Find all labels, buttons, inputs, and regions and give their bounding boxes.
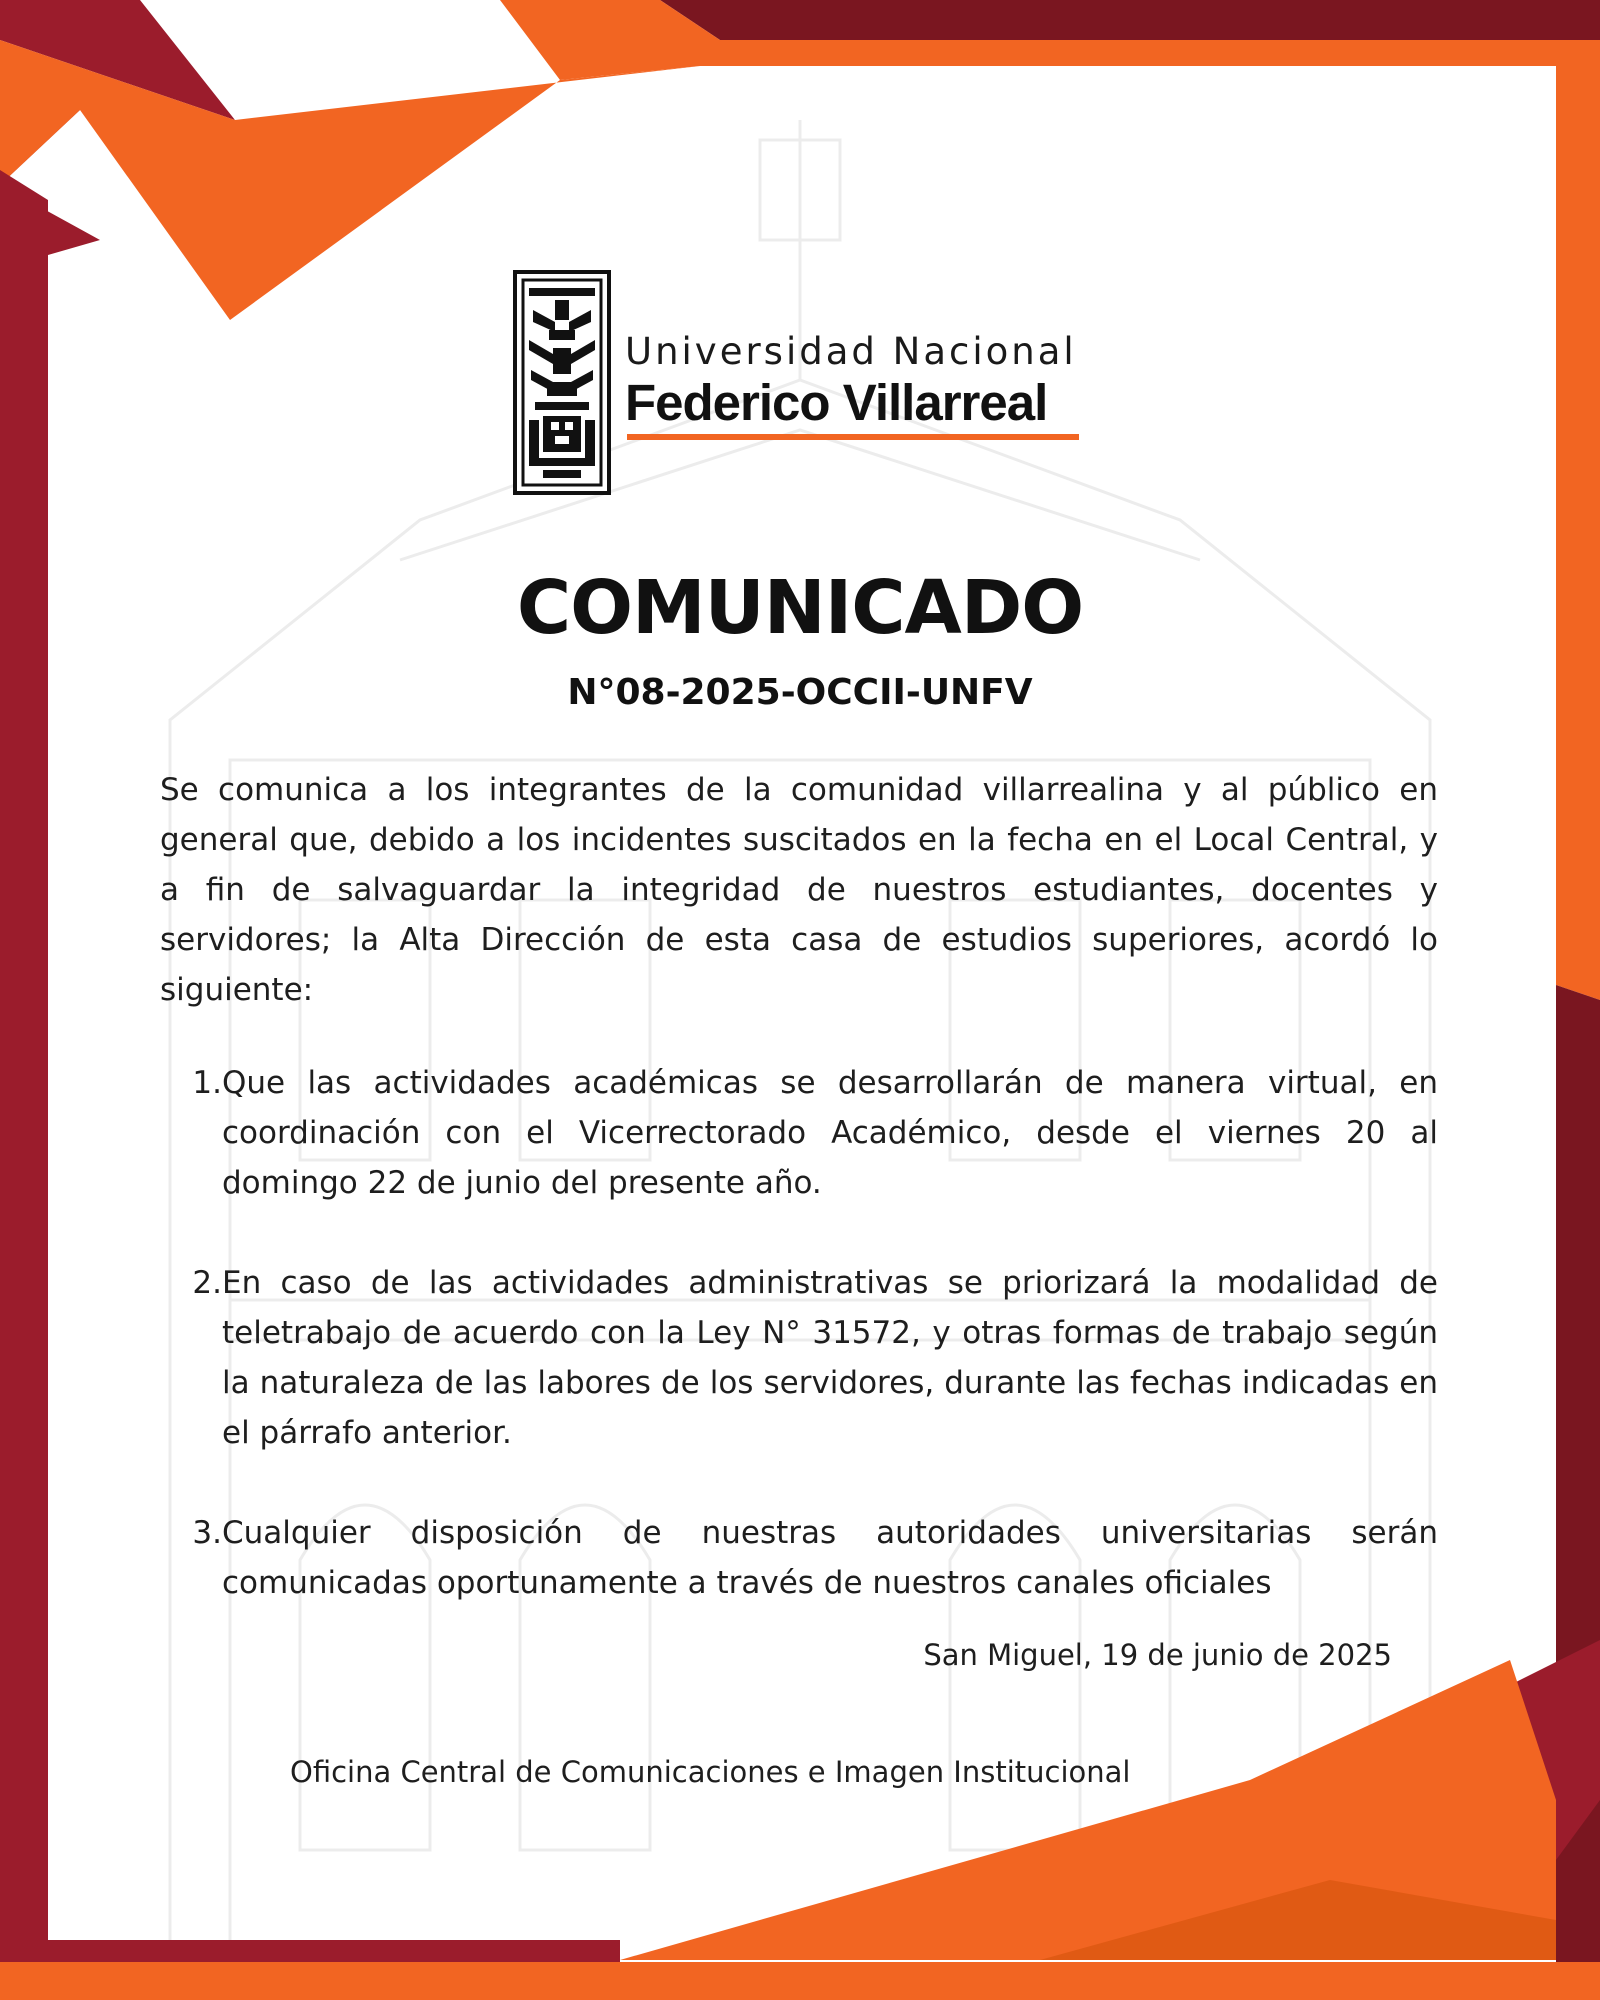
list-number: 2. bbox=[192, 1265, 222, 1301]
logo-line-university: Universidad Nacional bbox=[625, 330, 1077, 373]
university-logo bbox=[513, 270, 1083, 495]
list-item-3 bbox=[160, 1508, 1438, 1608]
list-text: Cualquier disposición de nuestras autoridades universitarias serán comunicadas oportunamente a través de nuestros canales oficiales bbox=[222, 1515, 1438, 1601]
list-item-2 bbox=[160, 1258, 1438, 1458]
list-text: Que las actividades académicas se desarrollarán de manera virtual, en coordinación con el Vicerrectorado Académico, desde el viernes 20 al domingo 22 de junio del presente año. bbox=[222, 1065, 1438, 1201]
logo-emblem-icon bbox=[513, 270, 611, 495]
list-item-1 bbox=[160, 1058, 1438, 1208]
logo-line-name: Federico Villarreal bbox=[625, 374, 1048, 431]
list-number: 1. bbox=[192, 1065, 222, 1101]
document-number: N°08-2025-OCCII-UNFV bbox=[567, 672, 1033, 713]
date-line: San Miguel, 19 de junio de 2025 bbox=[923, 1638, 1392, 1672]
intro-paragraph: Se comunica a los integrantes de la comunidad villarrealina y al público en general que, debido a los incidentes suscitados en la fecha en el Local Central, y a fin de salvaguardar la integridad de nuestros estudiantes, docentes y servidores; la Alta Dirección de esta casa de estudios superiores, acordó lo siguiente: bbox=[160, 772, 1438, 1008]
logo-underline bbox=[627, 434, 1079, 440]
list-text: En caso de las actividades administrativas se priorizará la modalidad de teletrabajo de acuerdo con la Ley N° 31572, y otras formas de trabajo según la naturaleza de las labores de los servidores, durante las fechas indicadas en el párrafo anterior. bbox=[222, 1265, 1438, 1451]
page-title: COMUNICADO bbox=[516, 565, 1084, 651]
list-number: 3. bbox=[192, 1515, 222, 1551]
issuing-office: Oficina Central de Comunicaciones e Imagen Institucional bbox=[290, 1755, 1131, 1789]
